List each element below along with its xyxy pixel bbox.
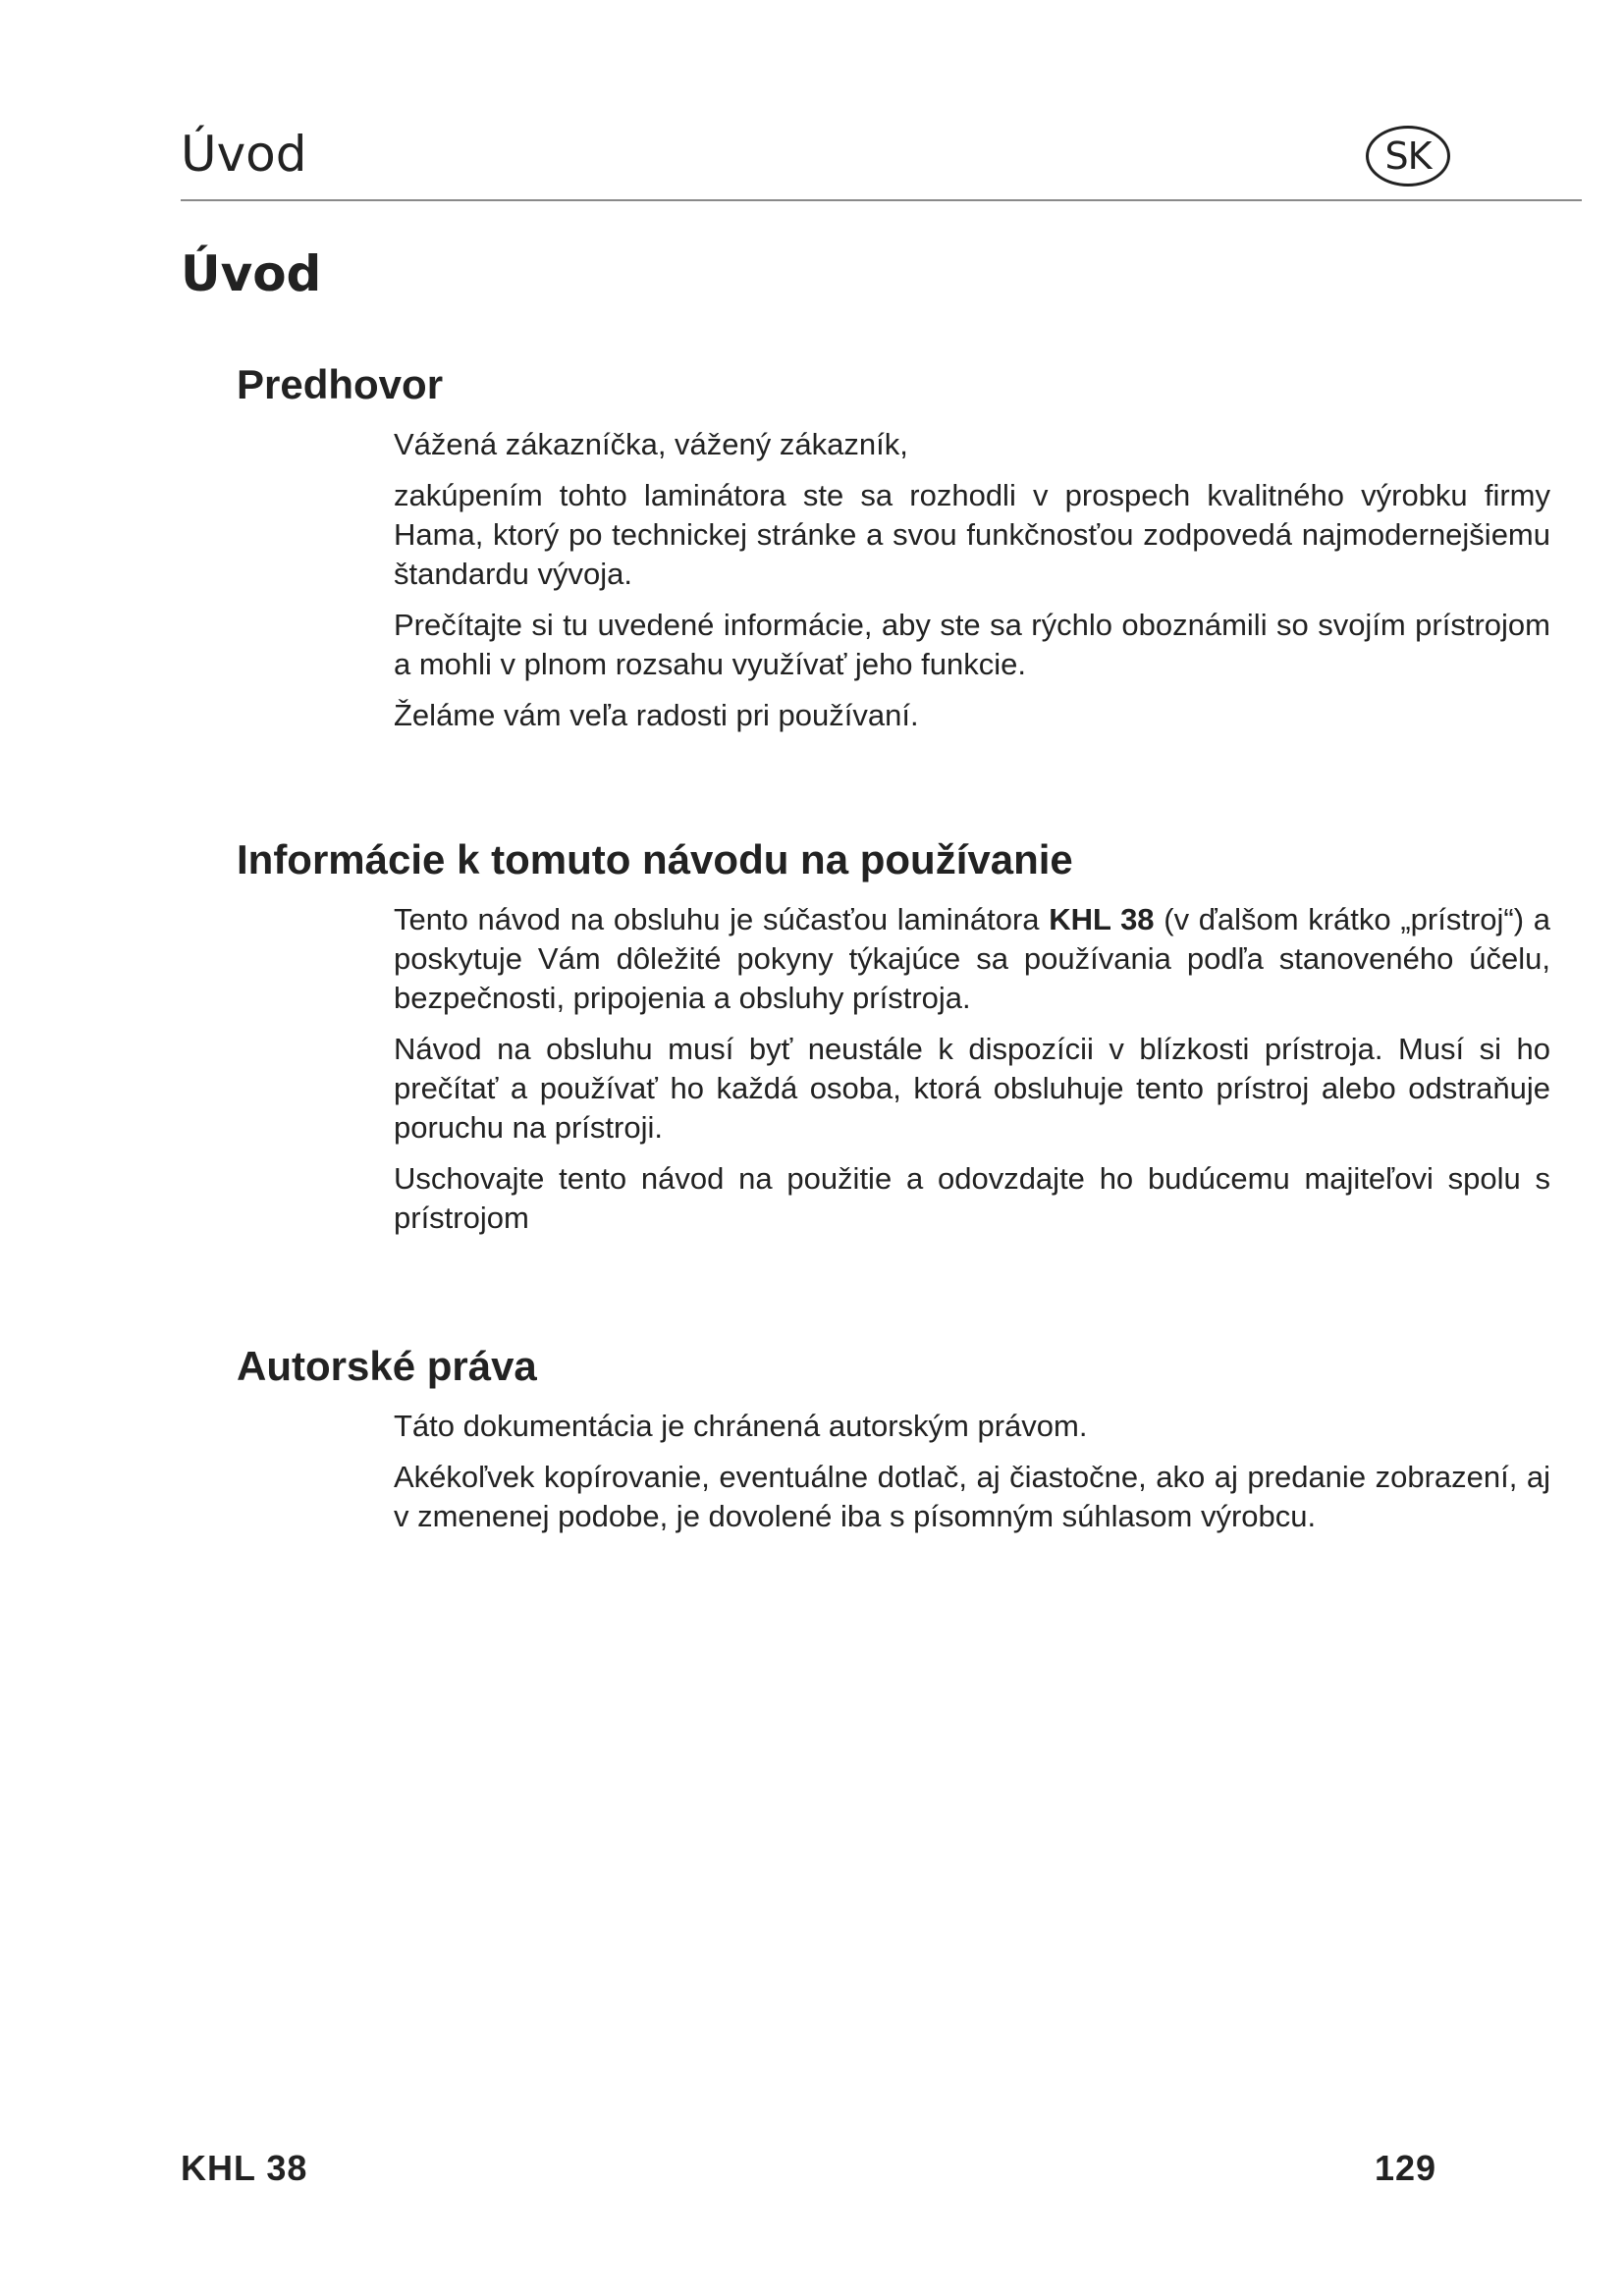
- paragraph: Vážená zákazníčka, vážený zákazník,: [394, 427, 908, 461]
- language-badge: SK: [1366, 126, 1450, 187]
- section-heading: Autorské práva: [237, 1343, 537, 1389]
- paragraph-text: Tento návod na obsluhu je súčasťou laminátora: [394, 902, 1050, 936]
- section-body: [394, 900, 1550, 1250]
- section-heading: Informácie k tomuto návodu na používanie: [237, 836, 1073, 882]
- paragraph: Akékoľvek kopírovanie, eventuálne dotlač, aj čiastočne, ako aj predanie zobrazení, aj v zmenenej podobe, je dovolené iba s písomným súhlasom výrobcu.: [394, 1460, 1550, 1533]
- section-body: [394, 1407, 1550, 1548]
- paragraph-text: (v ďalšom krátko „prístroj“) a poskytuje Vám dôležité pokyny týkajúce sa používania podľa stanoveného účelu, bezpečnosti, pripojenia a obsluhy prístroja.: [394, 902, 1550, 1015]
- paragraph: Táto dokumentácia je chránená autorským právom.: [394, 1409, 1088, 1443]
- section-heading: Predhovor: [237, 361, 444, 407]
- paragraph: zakúpením tohto laminátora ste sa rozhodli v prospech kvalitného výrobku firmy Hama, ktorý po technickej stránke a svou funkčnosťou zodpovedá najmodernejšiemu štandardu vývoja.: [394, 478, 1550, 591]
- paragraph: Uschovajte tento návod na použitie a odovzdajte ho budúcemu majiteľovi spolu s prístrojom: [394, 1161, 1550, 1235]
- header-title: Úvod: [181, 126, 307, 183]
- header-divider: [181, 199, 1582, 201]
- footer-model: KHL 38: [181, 2148, 308, 2188]
- page-title: Úvod: [181, 245, 322, 302]
- product-model-inline: KHL 38: [1049, 902, 1155, 936]
- paragraph: [394, 900, 1550, 1018]
- paragraph: Návod na obsluhu musí byť neustále k dispozícii v blízkosti prístroja. Musí si ho prečítať a používať ho každá osoba, ktorá obsluhuje tento prístroj alebo odstraňuje poruchu na prístroji.: [394, 1032, 1550, 1145]
- paragraph: Prečítajte si tu uvedené informácie, aby ste sa rýchlo oboznámili so svojím prístrojom a mohli v plnom rozsahu využívať jeho funkcie.: [394, 608, 1550, 681]
- section-body: [394, 425, 1550, 747]
- paragraph: Želáme vám veľa radosti pri používaní.: [394, 698, 919, 732]
- page-number: 129: [1375, 2148, 1437, 2188]
